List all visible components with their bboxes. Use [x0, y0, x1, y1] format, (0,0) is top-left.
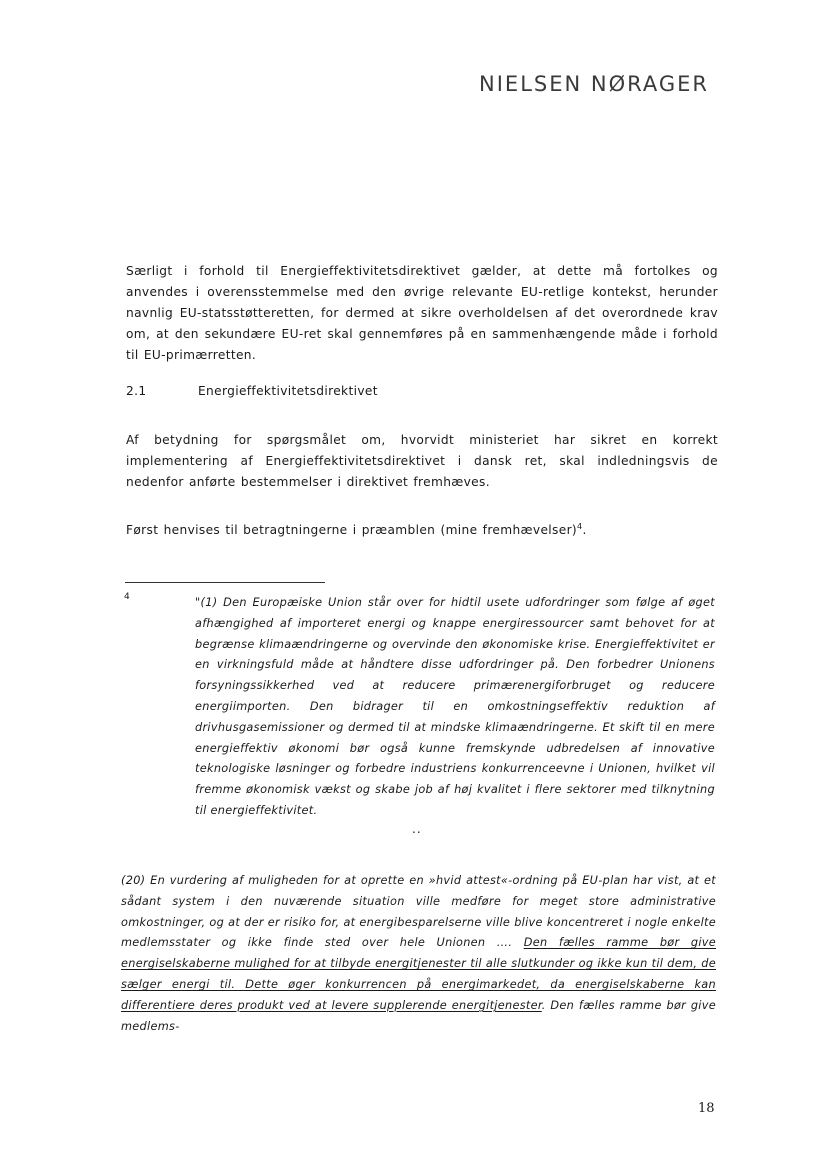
section-heading	[126, 384, 378, 398]
recital-20-text: (20) En vurdering af muligheden for at oprette en »hvid attest«-ordning på EU-plan har vist, at et sådant system i den nuværende situation ville medføre for meget store administrative omkostninger, og at der er risiko for, at energibesparelserne ville blive koncentreret i nogle enkelte medlemsstater og ikke finde sted over hele Unionen ….	[121, 874, 716, 950]
footnote-number: 4	[124, 592, 130, 602]
paragraph-implementering: Af betydning for spørgsmålet om, hvorvidt ministeriet har sikret en korrekt implementering af Energieffektivitetsdirektivet i dansk ret, skal indledningsvis de nedenfor anførte bestemmelser i direktivet fremhæves.	[126, 433, 718, 489]
omission-mark: ..	[412, 822, 422, 836]
paragraph-praeamblen	[126, 520, 646, 541]
paragraph-praeamblen-text: Først henvises til betragtningerne i præamblen (mine fremhævelser)	[126, 523, 578, 537]
section-number: 2.1	[126, 384, 147, 398]
sentence-period: .	[582, 523, 587, 537]
recital-20-emphasis: Den fælles ramme bør give energiselskaberne mulighed for at tilbyde energitjenester til alle slutkunder og ikke kun til dem, de sælger energi til. Dette øger konkurrencen på energimarkedet, da energiselskaberne kan differentiere deres produkt ved at levere supplerende energitjenester	[121, 936, 717, 1012]
company-logo: NIELSEN NØRAGER	[479, 72, 709, 96]
footnote-quote-recital-20	[121, 871, 716, 1037]
footnote-separator	[125, 582, 325, 583]
recital-20-continuation: . Den fælles ramme bør give medlems-	[121, 998, 716, 1033]
footnote-quote-recital-1: "(1) Den Europæiske Union står over for hidtil usete udfordringer som følge af øget afhængighed af importeret energi og knappe energiressourcer samt behovet for at begrænse klimaændringerne og overvinde den økonomiske krise. Energieffektivitet er en virkningsfuld måde at håndtere disse udfordringer på. Den forbedrer Unionens forsyningssikkerhed ved at reducere primærenergiforbruget og reducere energiimporten. Den bidrager til en omkostningseffektiv reduktion af drivhusgasemissioner og dermed til at mindske klimaændringerne. Et skift til en mere energieffektiv økonomi bør også kunne fremskynde udbredelsen af innovative teknologiske løsninger og forbedre industriens konkurrenceevne i Unionen, hvilket vil fremme økonomisk vækst og skabe job af høj kvalitet i flere sektorer med tilknytning til energieffektivitet.	[195, 596, 715, 817]
footnote-reference[interactable]: 4	[577, 521, 583, 531]
page-number: 18	[698, 1101, 715, 1116]
paragraph-statsstotte: Særligt i forhold til Energieffektivitetsdirektivet gælder, at dette må fortolkes og anvendes i overensstemmelse med den øvrige relevante EU-retlige kontekst, herunder navnlig EU-statsstøtteretten, for dermed at sikre overholdelsen af det overordnede krav om, at den sekundære EU-ret skal gennemføres på en sammenhængende måde i forhold til EU-primærretten.	[126, 264, 718, 362]
section-title: Energieffektivitetsdirektivet	[198, 384, 378, 398]
